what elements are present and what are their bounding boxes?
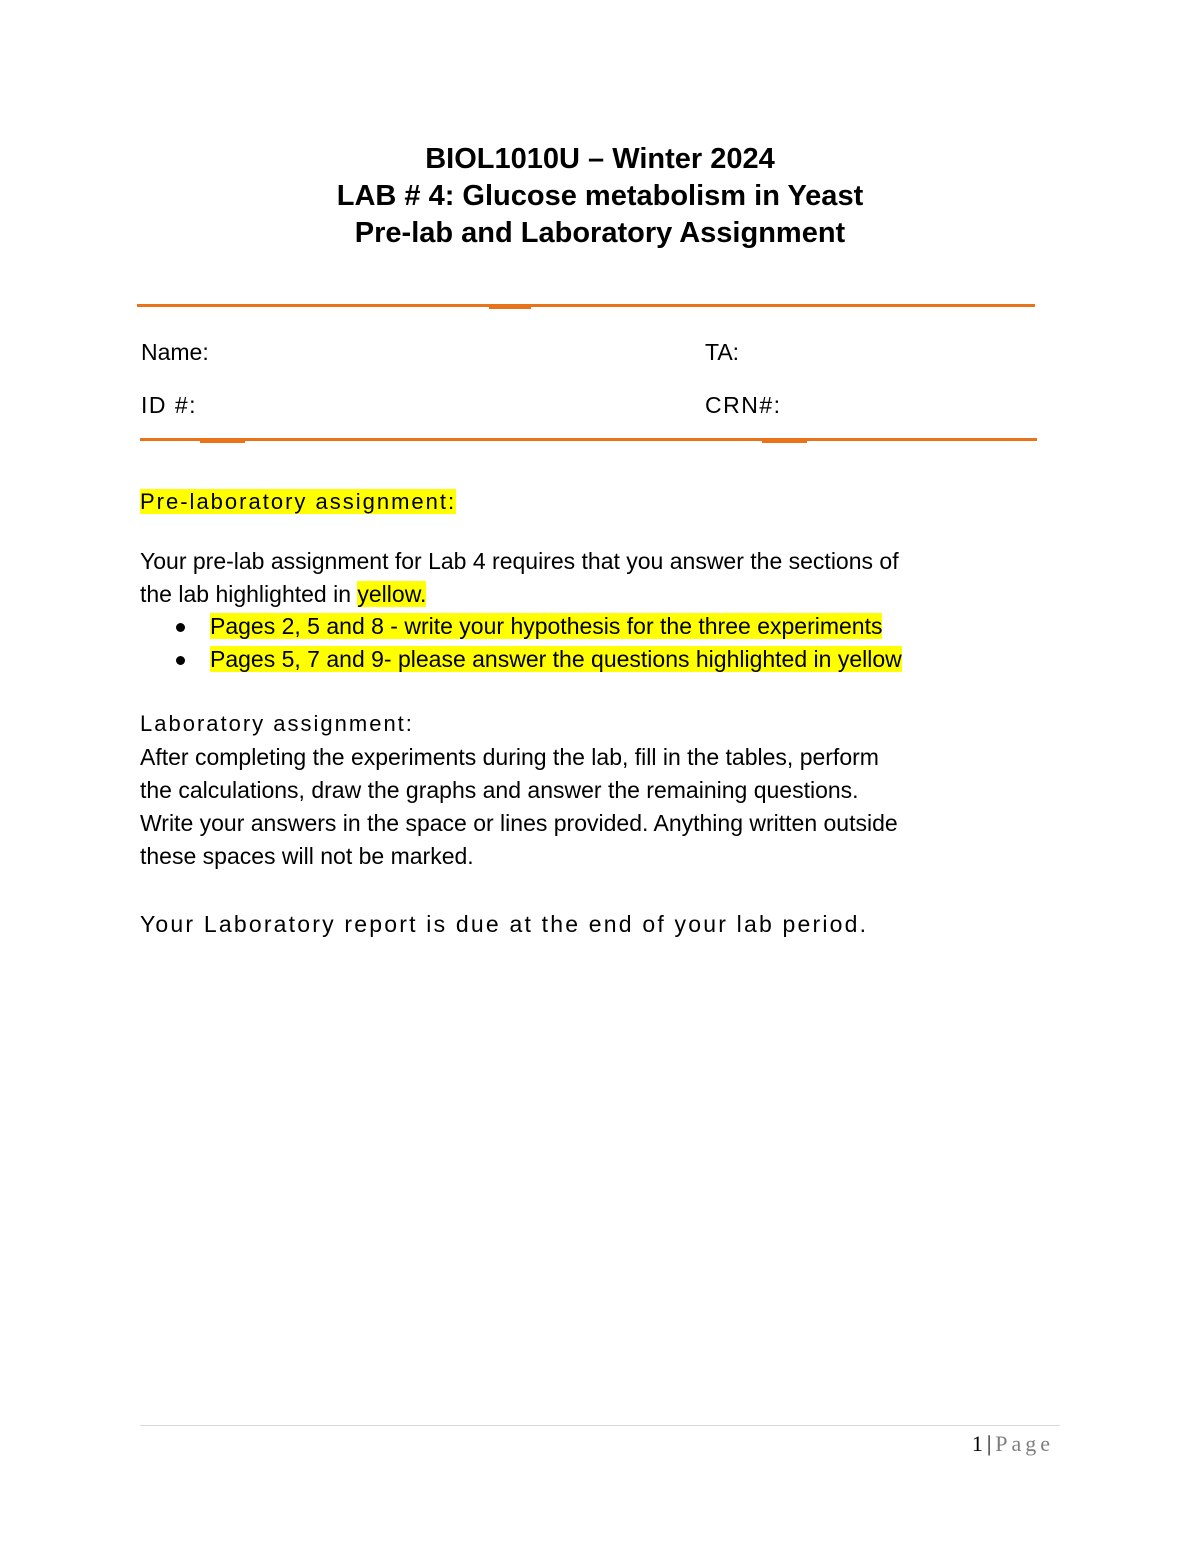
list-item <box>174 610 902 643</box>
bullet-text: Pages 5, 7 and 9- please answer the questions highlighted in yellow <box>210 646 902 672</box>
id-label: ID #: <box>141 392 198 418</box>
document-title <box>0 141 1200 252</box>
prelab-heading-text: Pre-laboratory assignment: <box>140 489 457 514</box>
due-note: Your Laboratory report is due at the end of your lab period. <box>140 911 869 937</box>
page-word: Page <box>995 1431 1054 1456</box>
list-item <box>174 643 902 676</box>
lab-instruction-line: After completing the experiments during the lab, fill in the tables, perform <box>140 744 879 770</box>
lab-heading: Laboratory assignment: <box>140 711 414 736</box>
assignment-title: Pre-lab and Laboratory Assignment <box>354 217 846 249</box>
prelab-bullet-list <box>174 610 902 676</box>
course-title: BIOL1010U – Winter 2024 <box>425 143 775 175</box>
divider-notch <box>762 438 807 443</box>
bullet-text: Pages 2, 5 and 8 - write your hypothesis for the three experiments <box>210 613 883 639</box>
lab-title: LAB # 4: Glucose metabolism in Yeast <box>336 180 864 212</box>
yellow-highlight-word: yellow. <box>357 581 427 607</box>
lab-instruction-line: the calculations, draw the graphs and answer the remaining questions. <box>140 777 859 803</box>
page-footer <box>972 1430 1054 1458</box>
lab-instructions <box>140 741 1070 873</box>
ta-label: TA: <box>705 339 740 365</box>
bullet-icon <box>176 623 185 632</box>
top-divider <box>137 304 1035 307</box>
footer-separator: | <box>986 1431 992 1456</box>
page-number: 1 <box>971 1431 983 1456</box>
divider-notch <box>489 304 531 309</box>
lab-instruction-line: Write your answers in the space or lines provided. Anything written outside <box>140 810 898 836</box>
name-label: Name: <box>141 339 209 365</box>
bottom-divider <box>140 438 1037 441</box>
prelab-heading <box>140 487 456 517</box>
footer-divider <box>140 1425 1060 1426</box>
bullet-icon <box>176 656 185 665</box>
divider-notch <box>200 438 245 443</box>
prelab-intro <box>140 545 1070 611</box>
prelab-intro-line: Your pre-lab assignment for Lab 4 requires that you answer the sections of <box>140 548 899 574</box>
lab-instruction-line: these spaces will not be marked. <box>140 843 474 869</box>
crn-label: CRN#: <box>705 392 782 418</box>
prelab-intro-line <box>140 578 1070 611</box>
prelab-intro-text: the lab highlighted in <box>140 581 358 607</box>
